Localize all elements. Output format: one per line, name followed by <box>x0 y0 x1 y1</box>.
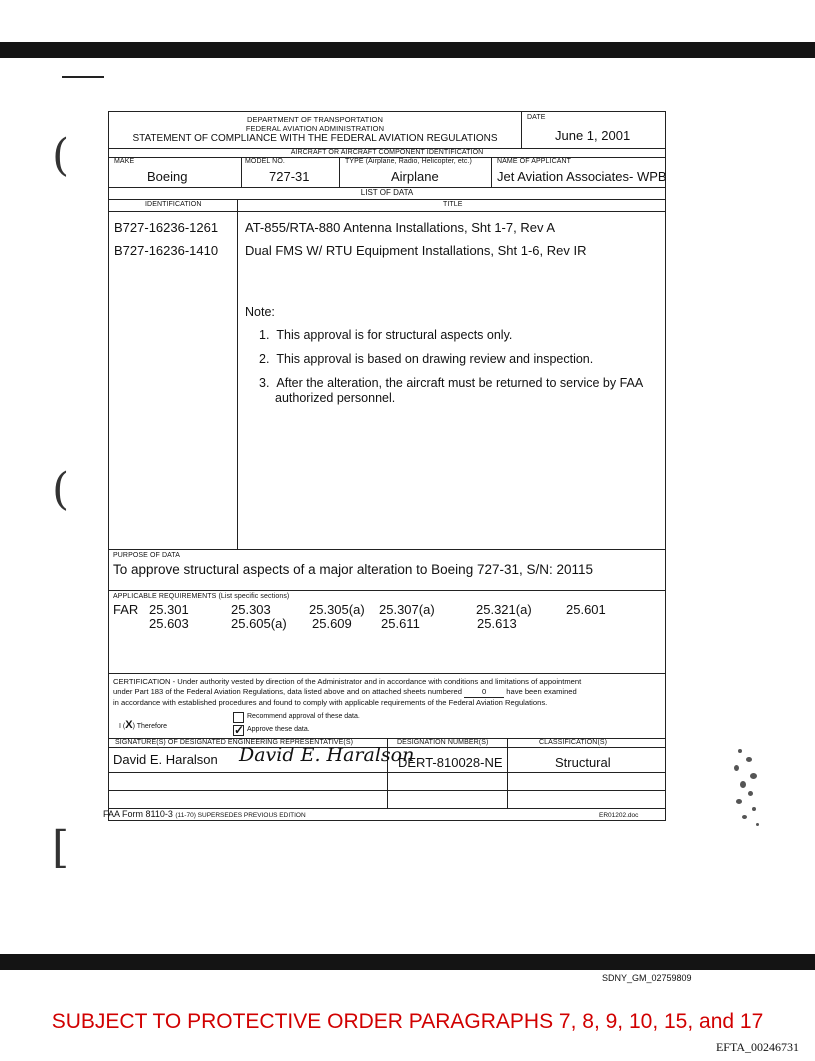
scan-mark <box>62 76 104 78</box>
der-signature-label: SIGNATURE(S) OF DESIGNATED ENGINEERING REPRESENTATIVE(S) <box>115 739 354 746</box>
list-of-data-label: LIST OF DATA <box>360 188 414 197</box>
far-section: 25.301 <box>149 602 189 617</box>
certification-text: CERTIFICATION - Under authority vested by direction of the Administrator and in accordance with conditions and limitations of appointment under Part 183 of the Federal Aviation Regulations, data listed above and on attached sheets numbered 0 have been examined in accordance with established procedures and found to comply with applicable requirements of the Federal Aviation Regulations. <box>113 677 582 707</box>
far-section: 25.611 <box>381 616 420 631</box>
note-item: 1. This approval is for structural aspects only. <box>259 328 513 342</box>
drawing-identification: B727-16236-1261 <box>114 220 219 235</box>
model-value: 727-31 <box>269 169 310 184</box>
purpose-label: PURPOSE OF DATA <box>113 552 180 559</box>
hole-punch-mark: ( <box>52 130 70 181</box>
hole-punch-mark: ( <box>52 464 70 515</box>
department-name: DEPARTMENT OF TRANSPORTATION <box>246 115 383 124</box>
far-section: 25.605(a) <box>231 616 287 631</box>
drawing-identification: B727-16236-1410 <box>114 243 219 258</box>
identification-header: IDENTIFICATION <box>145 201 202 208</box>
type-label: TYPE (Airplane, Radio, Helicopter, etc.) <box>345 158 472 165</box>
designation-number: DERT-810028-NE <box>398 755 503 770</box>
form-identifier: FAA Form 8110-3 (11-70) SUPERSEDES PREVIOUS EDITION <box>103 809 306 819</box>
form-title: STATEMENT OF COMPLIANCE WITH THE FEDERAL AVIATION REGULATIONS <box>132 133 498 144</box>
far-section: 25.307(a) <box>379 602 435 617</box>
form-header <box>109 115 521 144</box>
approve-data-label: Approve these data. <box>247 726 310 733</box>
agency-name: FEDERAL AVIATION ADMINISTRATION <box>245 124 385 133</box>
make-value: Boeing <box>147 169 188 184</box>
far-section: 25.601 <box>566 602 606 617</box>
far-prefix: FAR <box>113 602 139 617</box>
aircraft-section-label: AIRCRAFT OR AIRCRAFT COMPONENT IDENTIFICATION <box>290 149 484 156</box>
note-item-continuation: authorized personnel. <box>275 391 396 405</box>
requirements-label: APPLICABLE REQUIREMENTS (List specific sections) <box>113 593 290 600</box>
date-value: June 1, 2001 <box>555 128 631 143</box>
handwritten-signature: David E. Haralson <box>239 744 415 766</box>
scan-bar-bottom <box>0 954 815 970</box>
applicant-value: Jet Aviation Associates- WPB <box>497 169 667 184</box>
efta-number: EFTA_00246731 <box>715 1040 799 1054</box>
far-section: 25.305(a) <box>309 602 365 617</box>
far-section: 25.321(a) <box>476 602 532 617</box>
type-value: Airplane <box>391 169 439 184</box>
der-name: David E. Haralson <box>113 752 218 767</box>
far-section: 25.613 <box>477 616 517 631</box>
classification-value: Structural <box>555 755 611 770</box>
date-label: DATE <box>527 114 546 121</box>
title-header: TITLE <box>443 201 463 208</box>
drawing-title: AT-855/RTA-880 Antenna Installations, Sht 1-7, Rev A <box>245 220 556 235</box>
far-section: 25.303 <box>231 602 271 617</box>
recommend-approval-checkbox[interactable] <box>233 712 244 723</box>
scan-noise <box>730 745 770 835</box>
model-label: MODEL NO. <box>245 158 285 165</box>
file-name: ER01202.doc <box>599 812 639 819</box>
recommend-approval-label: Recommend approval of these data. <box>247 713 360 720</box>
far-section: 25.603 <box>149 616 189 631</box>
list-item <box>114 243 218 258</box>
list-item <box>114 220 218 235</box>
list-item <box>245 220 555 235</box>
purpose-text: To approve structural aspects of a major alteration to Boeing 727-31, S/N: 20115 <box>113 562 594 577</box>
far-section: 25.609 <box>312 616 352 631</box>
note-label: Note: <box>245 305 275 319</box>
scan-bar-top <box>0 42 815 58</box>
protective-order-banner: SUBJECT TO PROTECTIVE ORDER PARAGRAPHS 7, 8, 9, 10, 15, and 17 <box>51 1010 764 1033</box>
note-item: 2. This approval is based on drawing review and inspection. <box>259 352 594 366</box>
classification-label: CLASSIFICATION(S) <box>539 739 608 746</box>
therefore-statement: I (X) Therefore <box>119 719 168 731</box>
make-label: MAKE <box>114 158 135 165</box>
designation-label: DESIGNATION NUMBER(S) <box>397 739 489 746</box>
hole-punch-mark: [ <box>52 822 70 873</box>
approve-data-checkbox[interactable]: ✓ <box>234 723 245 737</box>
drawing-title: Dual FMS W/ RTU Equipment Installations, Sht 1-6, Rev IR <box>245 243 587 258</box>
note-item: 3. After the alteration, the aircraft must be returned to service by FAA <box>259 376 644 390</box>
faa-form-8110-3 <box>103 111 667 821</box>
bates-number: SDNY_GM_02759809 <box>602 973 692 983</box>
applicant-label: NAME OF APPLICANT <box>497 158 572 165</box>
list-item <box>245 243 587 258</box>
